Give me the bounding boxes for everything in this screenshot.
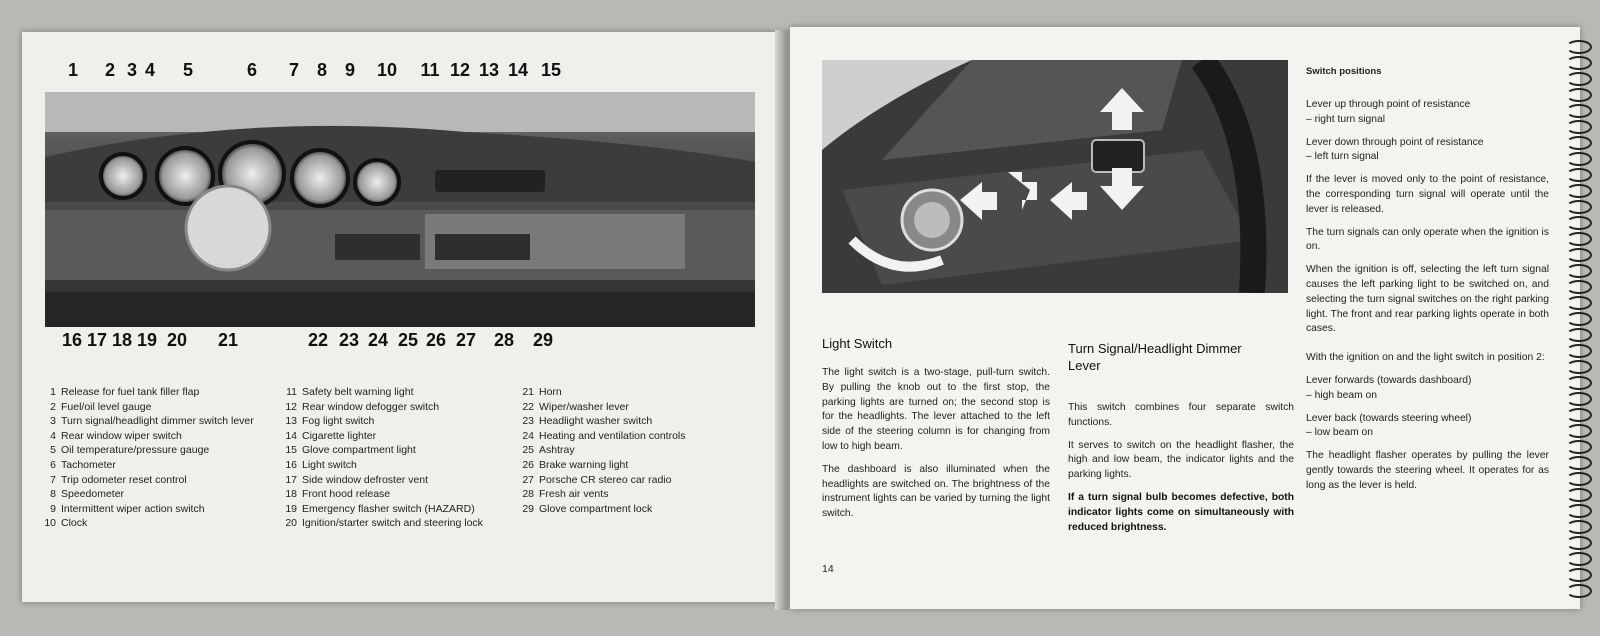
lever-back-text: Lever back (towards steering wheel) [1306, 412, 1472, 424]
spiral-ring [1566, 536, 1592, 550]
legend-number: 25 [522, 444, 534, 457]
light-switch-paragraph: The dashboard is also illuminated when the headlights are switched on. The brightness of the instrument lights can be varied by turning the light switch. [822, 463, 1050, 520]
spiral-ring [1566, 104, 1592, 118]
switch-positions-body [1306, 98, 1549, 502]
legend-item [42, 473, 254, 488]
spiral-ring [1566, 120, 1592, 134]
legend-column-1 [42, 385, 254, 531]
spiral-ring [1566, 360, 1592, 374]
spiral-ring [1566, 472, 1592, 486]
spiral-ring [1566, 344, 1592, 358]
callout-number: 21 [217, 330, 239, 350]
legend-number: 13 [285, 415, 297, 428]
lever-forward-text: Lever forwards (towards dashboard) [1306, 374, 1472, 386]
legend-number: 29 [522, 502, 534, 515]
spiral-ring [1566, 136, 1592, 150]
legend-number: 19 [285, 502, 297, 515]
legend-number: 21 [522, 386, 534, 398]
legend-number: 11 [286, 386, 297, 398]
turn-signal-body [1068, 401, 1294, 543]
spiral-ring [1566, 200, 1592, 214]
legend-item [42, 414, 254, 429]
legend-item [283, 473, 483, 488]
legend-item [42, 458, 254, 473]
legend-item [42, 429, 254, 444]
legend-item [42, 487, 254, 502]
legend-text: Side window defroster vent [302, 473, 429, 486]
legend-item [283, 487, 483, 502]
spiral-ring [1566, 440, 1592, 454]
legend-number: 12 [285, 400, 297, 413]
callout-number: 3 [126, 60, 137, 80]
legend-number: 17 [285, 473, 297, 486]
legend-column-3 [520, 385, 686, 516]
spiral-ring [1566, 168, 1592, 182]
legend-item [520, 487, 686, 502]
legend-text: Fuel/oil level gauge [61, 400, 152, 413]
legend-item [283, 443, 483, 458]
callout-number: 15 [540, 60, 562, 80]
spiral-ring [1566, 456, 1592, 470]
callout-number: 1 [67, 60, 78, 80]
legend-number: 7 [50, 473, 56, 486]
turn-signal-paragraph: This switch combines four separate switch functions. [1068, 402, 1294, 428]
legend-text: Headlight washer switch [539, 415, 653, 428]
spiral-ring [1566, 376, 1592, 390]
spiral-ring [1566, 56, 1592, 70]
legend-text: Trip odometer reset control [61, 473, 187, 486]
legend-text: Horn [539, 386, 562, 398]
callout-number: 12 [449, 60, 471, 80]
lever-up-result: – right turn signal [1306, 113, 1385, 125]
callout-number: 7 [288, 60, 299, 80]
position-2-paragraph: With the ignition on and the light switch in position 2: [1306, 352, 1545, 364]
legend-item [520, 458, 686, 473]
legend-text: Turn signal/headlight dimmer switch lever [61, 415, 254, 428]
spiral-ring [1566, 328, 1592, 342]
legend-text: Cigarette lighter [302, 429, 377, 442]
legend-text: Safety belt warning light [302, 386, 414, 398]
callout-number: 18 [111, 330, 133, 350]
spiral-ring [1566, 248, 1592, 262]
legend-item [42, 385, 254, 400]
partial-move-paragraph: If the lever is moved only to the point of resistance, the corresponding turn signal will operate until the lever is released. [1306, 174, 1549, 215]
legend-text: Wiper/washer lever [539, 400, 629, 413]
callout-number: 9 [344, 60, 355, 80]
legend-item [283, 429, 483, 444]
legend-text: Porsche CR stereo car radio [539, 473, 672, 486]
legend-number: 4 [50, 429, 56, 442]
legend-number: 27 [522, 473, 534, 486]
legend-item [283, 414, 483, 429]
page-number: 14 [822, 563, 834, 575]
lever-up-text: Lever up through point of resistance [1306, 99, 1471, 110]
spiral-ring [1566, 216, 1592, 230]
spiral-ring [1566, 232, 1592, 246]
legend-text: Ashtray [539, 444, 575, 457]
lever-forward-result: – high beam on [1306, 389, 1377, 401]
callout-number: 29 [532, 330, 554, 350]
spiral-ring [1566, 584, 1592, 598]
legend-number: 20 [285, 517, 297, 530]
lever-photo [822, 60, 1288, 293]
legend-number: 2 [50, 400, 56, 413]
callout-number: 17 [86, 330, 108, 350]
turn-signal-heading: Turn Signal/Headlight Dimmer Lever [1068, 341, 1242, 373]
legend-item [42, 443, 254, 458]
legend-text: Fresh air vents [539, 488, 609, 501]
legend-text: Rear window wiper switch [61, 429, 182, 442]
legend-text: Rear window defogger switch [302, 400, 440, 413]
dashboard-photo [45, 92, 755, 327]
lever-down-text: Lever down through point of resistance [1306, 136, 1484, 148]
spiral-ring [1566, 392, 1592, 406]
light-switch-heading: Light Switch [822, 336, 893, 351]
legend-number: 10 [44, 517, 56, 530]
spiral-ring [1566, 88, 1592, 102]
legend-item [283, 400, 483, 415]
legend-item [520, 429, 686, 444]
legend-text: Glove compartment light [302, 444, 416, 457]
legend-text: Speedometer [61, 488, 125, 501]
turn-signal-paragraph: It serves to switch on the headlight flasher, the high and low beam, the indicator lights and the parking lights. [1068, 439, 1294, 481]
legend-number: 26 [522, 458, 534, 471]
callout-number: 5 [182, 60, 193, 80]
legend-number: 23 [522, 415, 534, 428]
legend-text: Emergency flasher switch (HAZARD) [302, 502, 475, 515]
callout-number: 23 [338, 330, 360, 350]
legend-number: 1 [50, 386, 56, 398]
spiral-ring [1566, 264, 1592, 278]
legend-number: 3 [50, 415, 56, 428]
legend-text: Intermittent wiper action switch [61, 502, 205, 515]
legend-number: 6 [50, 458, 56, 471]
legend-item [283, 516, 483, 531]
legend-item [520, 502, 686, 517]
turn-signal-warning: If a turn signal bulb becomes defective, both indicator lights come on simultaneously with reduced brightness. [1068, 491, 1294, 533]
legend-item [42, 516, 254, 531]
legend-number: 28 [522, 488, 534, 501]
legend-text: Tachometer [61, 458, 116, 471]
legend-number: 15 [285, 444, 297, 457]
legend-text: Front hood release [302, 488, 391, 501]
callout-number: 10 [376, 60, 398, 80]
callout-number: 2 [104, 60, 115, 80]
legend-number: 16 [285, 458, 297, 471]
legend-item [283, 458, 483, 473]
spiral-ring [1566, 312, 1592, 326]
callout-number: 19 [136, 330, 158, 350]
switch-positions-heading: Switch positions [1306, 66, 1382, 77]
spiral-ring [1566, 504, 1592, 518]
light-switch-paragraph: The light switch is a two-stage, pull-turn switch. By pulling the knob out to the first stop, the parking lights are turned on; the second stop is for the headlights. The lever attached to the left side of the steering column is for changing from low to high beam. [822, 367, 1050, 452]
spiral-ring [1566, 280, 1592, 294]
flasher-paragraph: The headlight flasher operates by pulling the lever gently towards the steering wheel. It operates for as long as the lever is held. [1306, 450, 1549, 491]
ignition-off-paragraph: When the ignition is off, selecting the left turn signal causes the left parking light to be switched on, and selecting the turn signal switches on the right parking light. The front and rear parking lights operate in both cases. [1306, 264, 1549, 335]
callout-number: 16 [61, 330, 83, 350]
legend-text: Heating and ventilation controls [539, 429, 686, 442]
spiral-ring [1566, 408, 1592, 422]
legend-text: Brake warning light [539, 458, 629, 471]
legend-item [283, 385, 483, 400]
spiral-ring [1566, 40, 1592, 54]
spiral-ring [1566, 184, 1592, 198]
callout-number: 13 [478, 60, 500, 80]
legend-number: 24 [522, 429, 534, 442]
callout-number: 6 [246, 60, 257, 80]
legend-number: 5 [50, 444, 56, 457]
legend-item [520, 473, 686, 488]
legend-item [42, 502, 254, 517]
lever-back-result: – low beam on [1306, 427, 1373, 439]
legend-item [520, 400, 686, 415]
legend-number: 18 [285, 488, 297, 501]
spiral-ring [1566, 568, 1592, 582]
legend-item [520, 414, 686, 429]
legend-text: Clock [61, 517, 88, 530]
spiral-ring [1566, 488, 1592, 502]
lever-down-result: – left turn signal [1306, 151, 1379, 163]
dashboard-illustration [45, 92, 755, 327]
legend-text: Ignition/starter switch and steering lock [302, 517, 483, 530]
callout-number: 14 [507, 60, 529, 80]
legend-number: 14 [285, 429, 297, 442]
callout-number: 11 [420, 60, 440, 80]
legend-item [283, 502, 483, 517]
legend-item [42, 400, 254, 415]
callout-number: 26 [425, 330, 447, 350]
legend-item [520, 443, 686, 458]
spiral-ring [1566, 296, 1592, 310]
legend-text: Light switch [302, 458, 357, 471]
callout-number: 4 [144, 60, 155, 80]
callout-number: 22 [307, 330, 329, 350]
legend-text: Oil temperature/pressure gauge [61, 444, 210, 457]
legend-text: Release for fuel tank filler flap [61, 386, 200, 398]
callout-number: 20 [166, 330, 188, 350]
callout-number: 28 [493, 330, 515, 350]
lever-illustration [822, 60, 1288, 293]
legend-number: 22 [522, 400, 534, 413]
legend-item [520, 385, 686, 400]
legend-text: Glove compartment lock [539, 502, 653, 515]
legend-number: 9 [50, 502, 56, 515]
callout-number: 25 [397, 330, 419, 350]
spiral-ring [1566, 424, 1592, 438]
ignition-paragraph: The turn signals can only operate when the ignition is on. [1306, 226, 1549, 253]
callout-number: 24 [367, 330, 389, 350]
legend-number: 8 [50, 488, 56, 501]
legend-column-2 [283, 385, 483, 531]
spiral-ring [1566, 552, 1592, 566]
light-switch-body [822, 366, 1050, 530]
legend-text: Fog light switch [302, 415, 375, 428]
spiral-ring [1566, 72, 1592, 86]
spiral-ring [1566, 520, 1592, 534]
callout-number: 8 [316, 60, 327, 80]
spiral-ring [1566, 152, 1592, 166]
callout-number: 27 [455, 330, 477, 350]
